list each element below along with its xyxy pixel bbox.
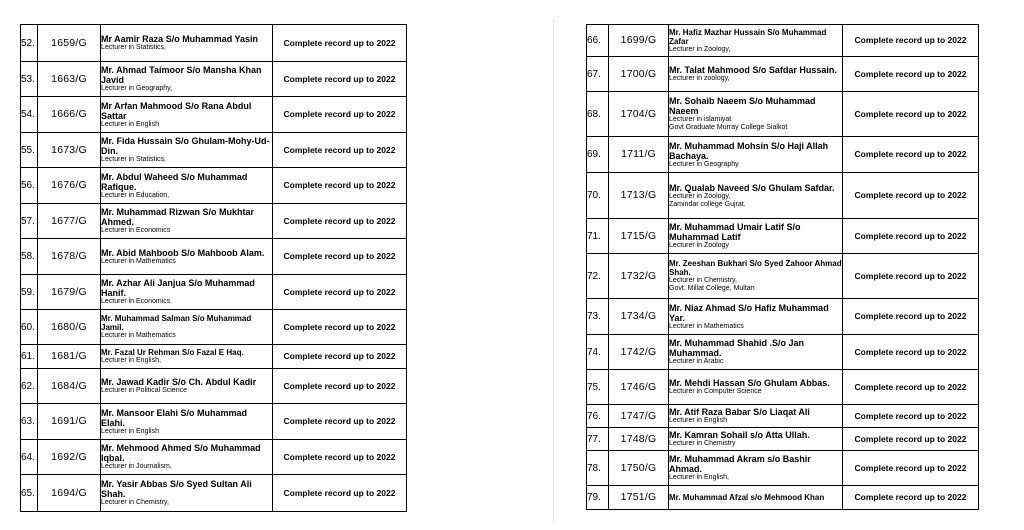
employee-designation: Lecturer in Geography [669,160,739,168]
record-status: Complete record up to 2022 [273,239,407,275]
employee-designation: Lecturer in English, [669,474,729,481]
record-code: 1746/G [609,370,669,405]
employee-designation: Lecturer in islamiyat [669,116,732,123]
serial-number: 69. [587,137,609,173]
employee-details [669,219,843,254]
employee-details [101,345,273,369]
record-code: 1713/G [609,173,669,219]
serial-number: 70. [587,173,609,219]
employee-designation: Lecturer in zoology, [669,75,730,82]
records-table-right [586,24,979,510]
serial-number: 64. [21,440,38,475]
record-status: Complete record up to 2022 [273,369,407,404]
employee-details [101,204,273,239]
employee-designation: Lecturer in Chemistry, [669,277,737,284]
table-row [587,92,979,137]
employee-designation: Lecturer in Zoology, [669,45,731,53]
employee-details [101,440,273,475]
employee-designation: Lecturer in Political Science [101,387,187,394]
employee-name: Mr. Atif Raza Babar S/o Liaqat Ali [669,407,810,417]
employee-name: Mr. Fazal Ur Rehman S/o Fazal E Haq. [101,348,244,357]
record-status: Complete record up to 2022 [843,25,979,57]
serial-number: 66. [587,25,609,57]
employee-designation: Lecturer in Economics [101,298,171,305]
record-status: Complete record up to 2022 [843,137,979,173]
table-row [587,25,979,57]
serial-number: 77. [587,428,609,451]
employee-details [669,405,843,428]
table-row [587,219,979,254]
serial-number: 65. [21,475,38,512]
employee-name: Mr. Mehdi Hassan S/o Ghulam Abbas. [669,378,830,388]
record-status: Complete record up to 2022 [273,345,407,369]
employee-details [101,404,273,440]
employee-designation: Lecturer in Statistics, [101,44,166,51]
record-status: Complete record up to 2022 [843,57,979,92]
employee-name: Mr. Muhammad Mohsin S/o Haji Allah Bachaya. [669,140,829,161]
employee-details [669,335,843,370]
table-row [21,275,407,310]
record-status: Complete record up to 2022 [843,451,979,486]
employee-details [669,173,843,219]
record-status: Complete record up to 2022 [273,475,407,512]
table-row [21,133,407,168]
employee-name: Mr. Ahmad Taimoor S/o Mansha Khan Javid [101,65,262,85]
employee-name: Mr Arfan Mahmood S/o Rana Abdul Sattar [101,100,252,121]
serial-number: 55. [21,133,38,168]
employee-designation: Lecturer in Geography, [101,85,173,92]
employee-name: Mr. Abid Mahboob S/o Mahboob Alam. [101,247,265,258]
table-row [587,173,979,219]
serial-number: 61. [21,345,38,369]
record-status: Complete record up to 2022 [843,428,979,451]
employee-designation: Lecturer in Economics [101,227,171,234]
record-status: Complete record up to 2022 [273,168,407,204]
employee-designation: Lecturer in Computer Science [669,388,762,395]
employee-details [101,239,273,275]
table-row [21,204,407,239]
employee-designation: Lecturer in Chemistry [669,440,736,447]
employee-details [669,137,843,173]
employee-name: Mr. Azhar Ali Janjua S/o Muhammad Hanif. [101,278,255,298]
record-code: 1751/G [609,486,669,510]
record-status: Complete record up to 2022 [273,133,407,168]
record-status: Complete record up to 2022 [273,25,407,62]
employee-name: Mr. Abdul Waheed S/o Muhammad Rafique. [101,171,248,192]
employee-name: Mr. Sohaib Naeem S/o Muhammad Naeem [669,96,816,116]
employee-designation: Lecturer in English [669,417,727,424]
record-status: Complete record up to 2022 [273,440,407,475]
records-body-left [21,25,407,512]
table-row [587,370,979,405]
employee-name: Mr. Muhammad Salman S/o Muhammad Jamil. [101,314,252,332]
employee-details [101,310,273,345]
employee-details [669,254,843,299]
record-code: 1732/G [609,254,669,299]
table-row [21,440,407,475]
record-status: Complete record up to 2022 [843,173,979,219]
employee-designation: Lecturer in Education, [101,191,170,199]
table-row [587,137,979,173]
record-code: 1678/G [38,239,101,275]
employee-institution: Govt. Millat College, Multan [669,285,755,292]
record-code: 1659/G [38,25,101,62]
table-row [587,486,979,510]
table-row [21,97,407,133]
records-table-left [20,24,407,512]
serial-number: 52. [21,25,38,62]
record-code: 1694/G [38,475,101,512]
table-row [587,254,979,299]
employee-details [669,370,843,405]
employee-name: Mr. Zeeshan Bukhari S/o Syed Zahoor Ahmad Shah. [669,259,842,277]
table-row [21,62,407,97]
employee-name: Mr. Talat Mahmood S/o Safdar Hussain. [669,65,837,75]
employee-designation: Lecturer in Zoology, [669,192,731,200]
employee-name: Mr. Qualab Naveed S/o Ghulam Safdar. [669,182,835,193]
employee-name: Mr. Kamran Sohail s/o Atta Ullah. [669,430,810,440]
employee-name: Mr. Fida Hussain S/o Ghulam-Mohy-Ud-Din. [101,136,270,156]
employee-name: Mr. Hafiz Mazhar Hussain S/o Muhammad Zafar [669,27,827,46]
record-code: 1748/G [609,428,669,451]
record-status: Complete record up to 2022 [843,219,979,254]
record-code: 1747/G [609,405,669,428]
serial-number: 53. [21,62,38,97]
table-row [587,57,979,92]
record-status: Complete record up to 2022 [843,370,979,405]
record-code: 1679/G [38,275,101,310]
employee-designation: Lecturer in Mathematics [101,257,176,265]
employee-details [101,168,273,204]
serial-number: 63. [21,404,38,440]
table-row [21,404,407,440]
serial-number: 62. [21,369,38,404]
employee-designation: Lecturer in Statistics, [101,156,166,163]
serial-number: 59. [21,275,38,310]
employee-designation: Lecturer in Chemistry, [101,499,169,506]
record-status: Complete record up to 2022 [843,335,979,370]
table-row [587,428,979,451]
employee-details [101,275,273,310]
employee-designation: Lecturer in Journalism, [101,463,172,470]
record-status: Complete record up to 2022 [843,486,979,510]
table-row [587,405,979,428]
record-code: 1691/G [38,404,101,440]
record-code: 1692/G [38,440,101,475]
employee-designation: Lecturer in Mathematics [101,332,176,339]
table-row [21,168,407,204]
serial-number: 58. [21,239,38,275]
employee-details [101,133,273,168]
record-status: Complete record up to 2022 [273,275,407,310]
record-code: 1680/G [38,310,101,345]
employee-details [669,428,843,451]
record-code: 1681/G [38,345,101,369]
employee-institution: Zamindar college Gujrat. [669,200,746,208]
record-code: 1666/G [38,97,101,133]
serial-number: 71. [587,219,609,254]
record-code: 1676/G [38,168,101,204]
record-code: 1711/G [609,137,669,173]
serial-number: 57. [21,204,38,239]
serial-number: 60. [21,310,38,345]
table-row [21,475,407,512]
employee-name: Mr. Mehmood Ahmed S/o Muhammad Iqbal. [101,443,261,463]
employee-name: Mr. Muhammad Akram s/o Bashir Ahmad. [669,454,811,474]
serial-number: 72. [587,254,609,299]
serial-number: 76. [587,405,609,428]
record-code: 1742/G [609,335,669,370]
record-code: 1684/G [38,369,101,404]
employee-name: Mr. Mansoor Elahi S/o Muhammad Elahi. [101,407,248,428]
employee-designation: Lecturer in English [101,427,159,435]
employee-name: Mr. Muhammad Shahid .S/o Jan Muhammad. [669,338,805,358]
serial-number: 73. [587,299,609,335]
table-row [587,299,979,335]
record-status: Complete record up to 2022 [273,97,407,133]
serial-number: 68. [587,92,609,137]
employee-details [101,97,273,133]
table-row [21,239,407,275]
employee-details [669,451,843,486]
employee-designation: Lecturer in Arabic [669,358,724,365]
serial-number: 75. [587,370,609,405]
employee-details [669,25,843,57]
employee-details [101,25,273,62]
employee-name: Mr. Jawad Kadir S/o Ch. Abdul Kadir [101,377,257,387]
record-code: 1699/G [609,25,669,57]
employee-details [669,57,843,92]
employee-designation: Lecturer in English, [101,357,161,364]
record-code: 1734/G [609,299,669,335]
serial-number: 79. [587,486,609,510]
record-status: Complete record up to 2022 [843,405,979,428]
employee-name: Mr. Muhammad Rizwan S/o Mukhtar Ahmed. [101,207,255,227]
record-status: Complete record up to 2022 [843,254,979,299]
employee-name: Mr. Yasir Abbas S/o Syed Sultan Ali Shah. [101,479,252,499]
record-code: 1677/G [38,204,101,239]
employee-name: Mr. Muhammad Umair Latif S/o Muhammad Latif [669,222,801,242]
record-status: Complete record up to 2022 [843,92,979,137]
employee-details [101,62,273,97]
record-code: 1700/G [609,57,669,92]
table-row [21,369,407,404]
employee-designation: Lecturer in Zoology [669,242,729,249]
employee-details [669,486,843,510]
record-code: 1715/G [609,219,669,254]
table-row [21,345,407,369]
serial-number: 56. [21,168,38,204]
employee-designation: Lecturer in Mathematics [669,322,744,330]
employee-details [101,369,273,404]
table-row [21,310,407,345]
employee-institution: Govt Graduate Murray College Sialkot [669,124,788,131]
record-status: Complete record up to 2022 [273,310,407,345]
record-code: 1704/G [609,92,669,137]
table-row [21,25,407,62]
employee-details [669,299,843,335]
employee-details [669,92,843,137]
serial-number: 54. [21,97,38,133]
record-status: Complete record up to 2022 [273,404,407,440]
page-divider [553,18,554,523]
records-body-right [587,25,979,510]
record-code: 1663/G [38,62,101,97]
employee-name: Mr. Niaz Ahmad S/o Hafiz Muhammad Yar. [669,302,829,323]
record-code: 1750/G [609,451,669,486]
employee-details [101,475,273,512]
employee-name: Mr. Muhammad Afzal s/o Mehmood Khan [669,493,825,502]
serial-number: 67. [587,57,609,92]
employee-designation: Lecturer in English [101,120,159,128]
record-status: Complete record up to 2022 [273,204,407,239]
table-row [587,335,979,370]
serial-number: 74. [587,335,609,370]
record-status: Complete record up to 2022 [843,299,979,335]
record-status: Complete record up to 2022 [273,62,407,97]
table-row [587,451,979,486]
record-code: 1673/G [38,133,101,168]
serial-number: 78. [587,451,609,486]
employee-name: Mr Aamir Raza S/o Muhammad Yasin [101,34,259,44]
